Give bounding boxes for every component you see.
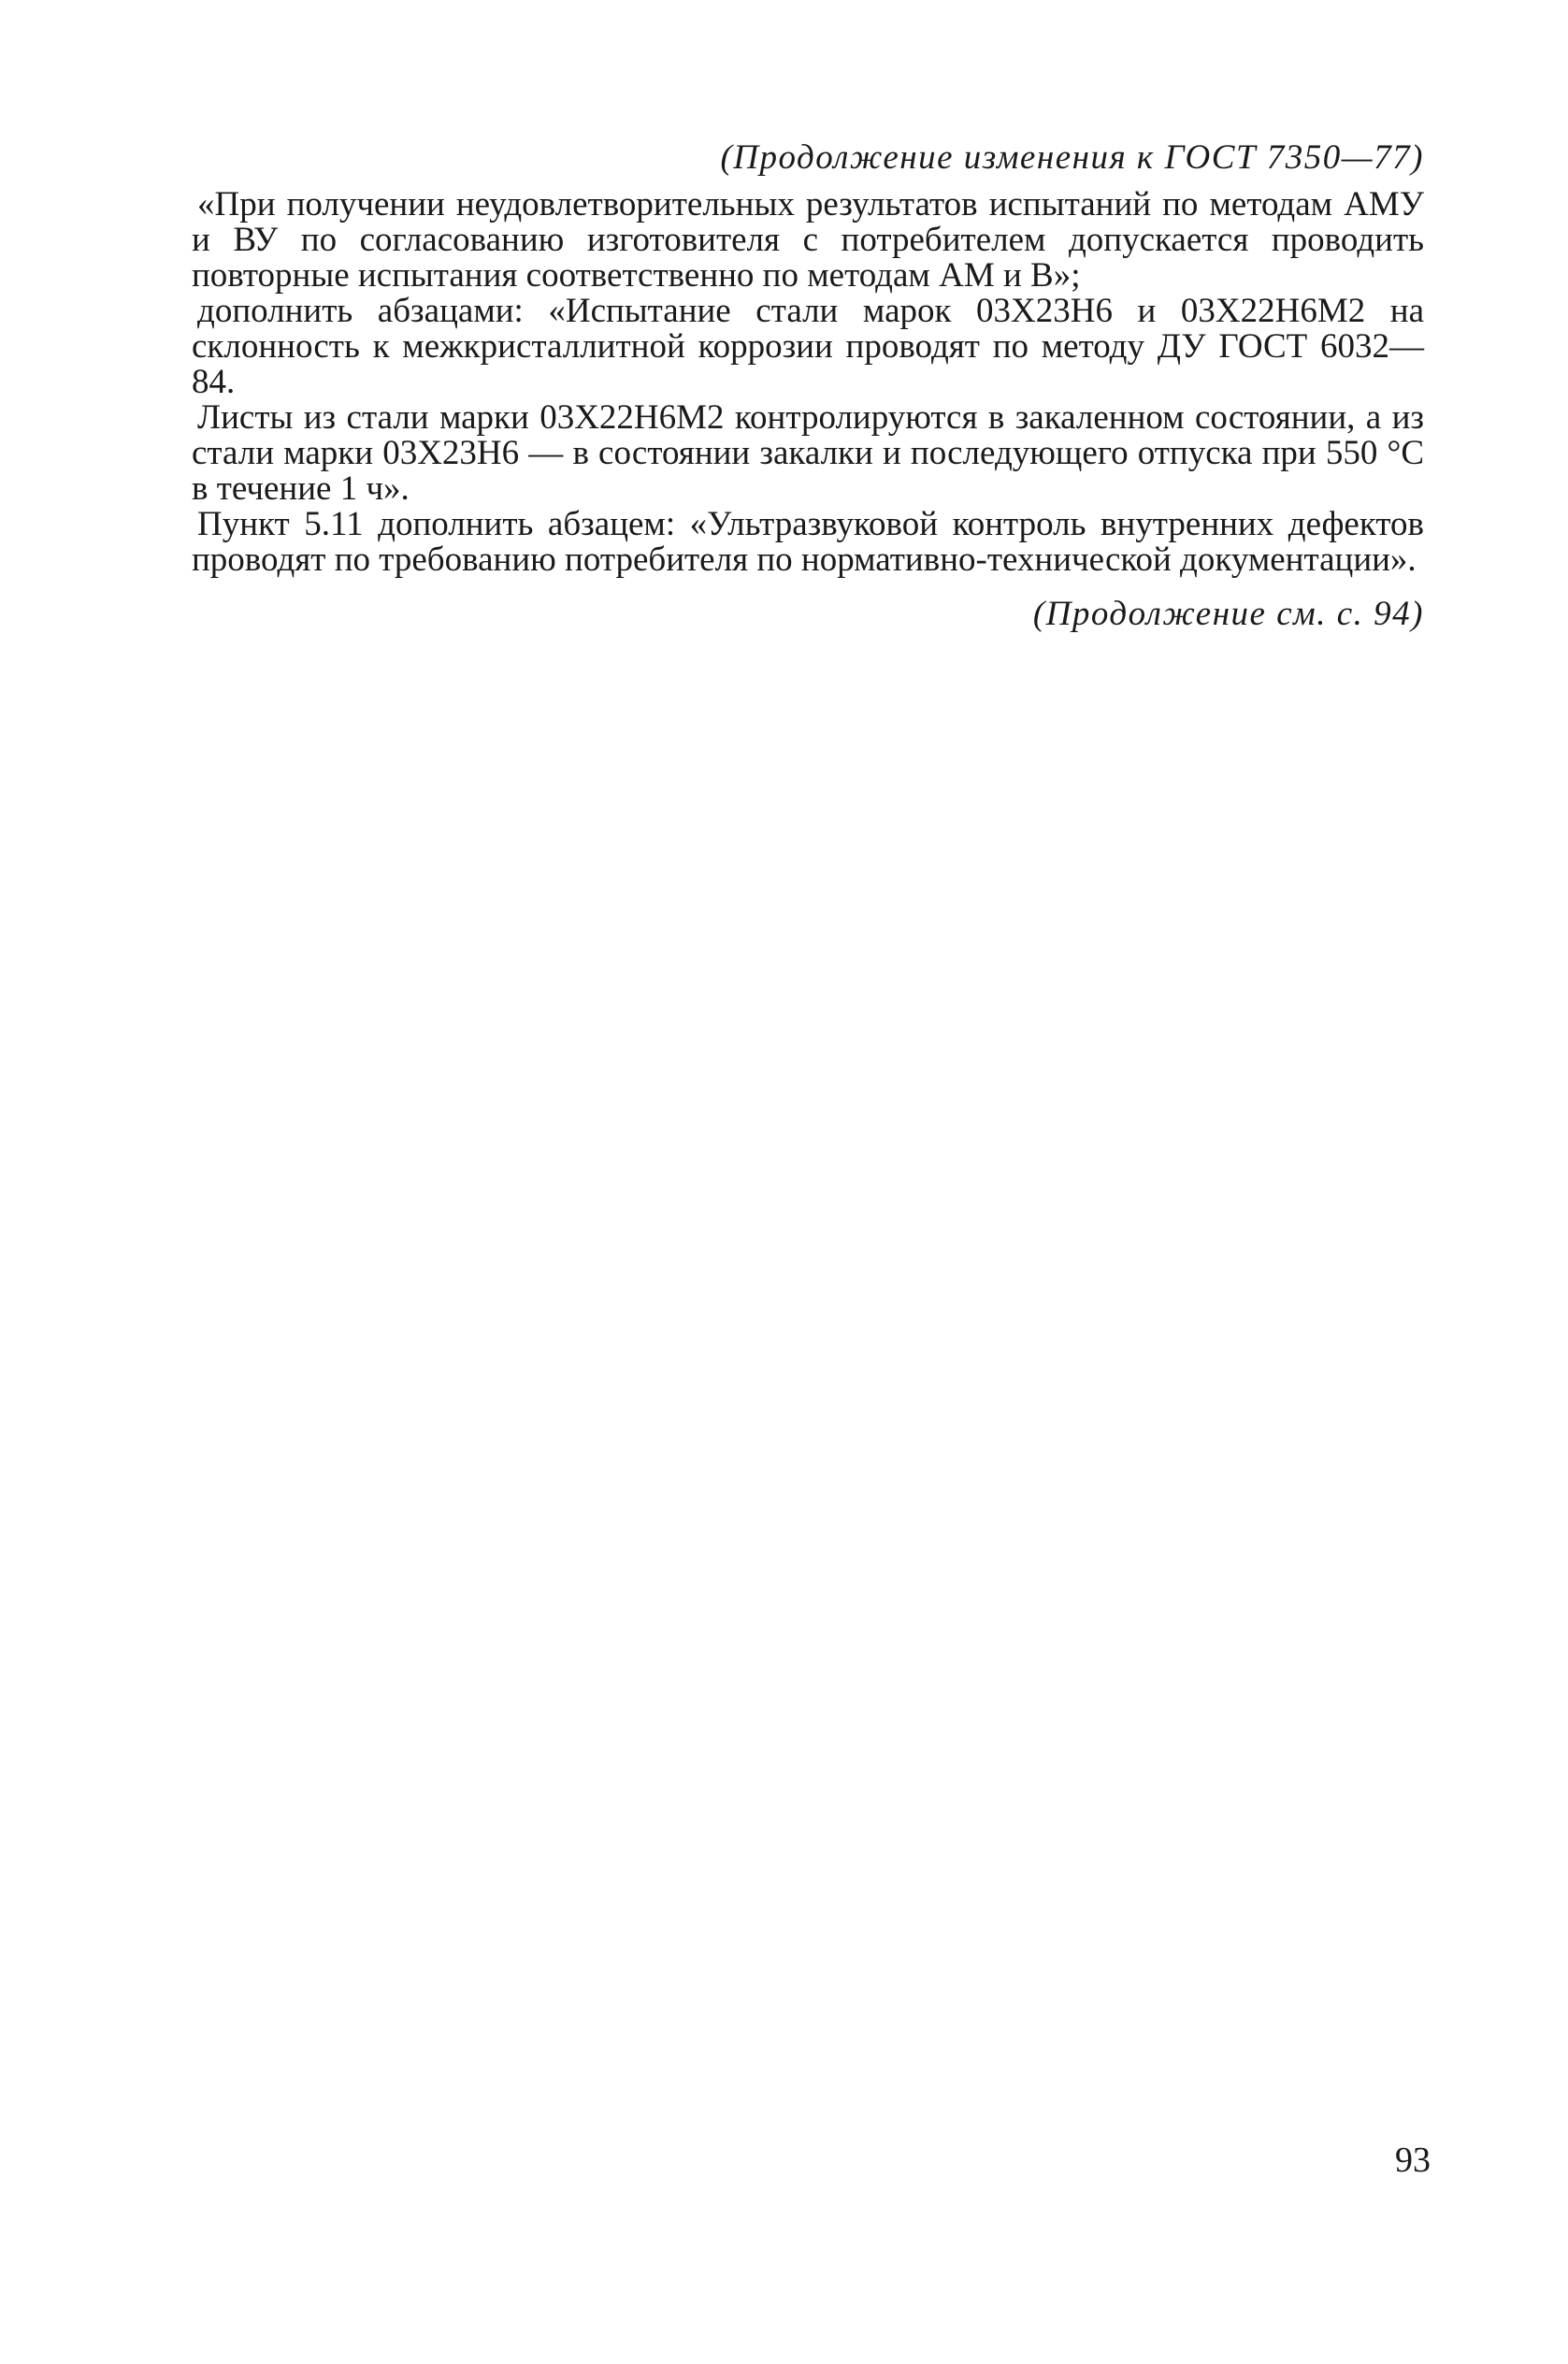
continuation-header: (Продолжение изменения к ГОСТ 7350—77): [720, 138, 1424, 177]
paragraph-ultrasonic-control: Пункт 5.11 дополнить абзацем: «Ультразвуковой контроль внутренних дефектов проводят по требованию потребителя по нормативно-технической документации».: [192, 505, 1424, 579]
paragraph-corrosion-test: дополнить абзацами: «Испытание стали марок 03Х23Н6 и 03Х22Н6М2 на склонность к межкристаллитной коррозии проводят по методу ДУ ГОСТ 6032—84.: [192, 292, 1424, 401]
paragraph-sheet-condition: Листы из стали марки 03Х22Н6М2 контролируются в закаленном состоянии, а из стали марки 03Х23Н6 — в состоянии закалки и последующего отпуска при 550 °С в течение 1 ч».: [192, 398, 1424, 508]
text-block: [192, 140, 1424, 632]
continuation-footer: (Продолжение см. с. 94): [1032, 595, 1424, 633]
paragraph-retest: «При получении неудовлетворительных результатов испытаний по методам АМУ и ВУ по согласованию изготовителя с потребителем допускается проводить повторные испытания соответственно по методам АМ и В»;: [192, 185, 1424, 295]
page-number: 93: [1395, 2141, 1431, 2180]
